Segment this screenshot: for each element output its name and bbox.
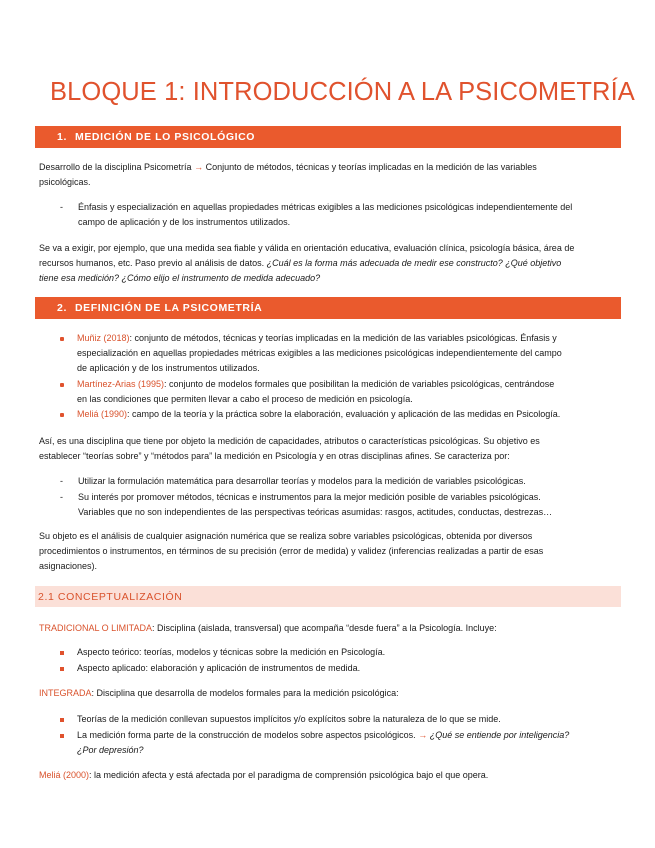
bullet-icon <box>60 337 64 341</box>
bullet-icon <box>60 413 64 417</box>
text: establecer “teorías sobre” y “métodos para” la medición en Psicología y en otras disciplinas afines. Se caracteriza por: <box>39 451 510 461</box>
text: Su interés por promover métodos, técnicas e instrumentos para la mejor medición posible de variables psicológicas. <box>78 492 541 502</box>
text: asignaciones). <box>39 561 98 571</box>
bullet-icon <box>60 667 64 671</box>
italic-question: ¿Cuál es la forma más adecuada de medir ese constructo? ¿Qué objetivo <box>266 258 562 268</box>
list-item <box>78 200 620 230</box>
dash-bullet: - <box>60 476 63 486</box>
text: : la medición afecta y está afectada por el paradigma de comprensión psicológica bajo el que opera. <box>89 770 489 780</box>
list-item <box>77 377 622 407</box>
term-label: INTEGRADA <box>39 688 92 698</box>
dash-bullet: - <box>60 202 63 212</box>
dash-bullet: - <box>60 492 63 502</box>
paragraph <box>39 241 619 286</box>
text: especialización en aquellas propiedades métricas exigibles a las mediciones psicológicas independientemente del campo <box>77 348 562 358</box>
text: Se va a exigir, por ejemplo, que una medida sea fiable y válida en orientación educativa, evaluación clínica, psicología básica, área de <box>39 243 575 253</box>
text: Aspecto teórico: teorías, modelos y técnicas sobre la medición en Psicología. <box>77 647 386 657</box>
paragraph <box>39 621 619 636</box>
text: recursos humanos, etc. Paso previo al análisis de datos. <box>39 258 265 268</box>
paragraph <box>39 434 619 464</box>
italic-question: ¿Qué se entiende por inteligencia? <box>429 730 570 740</box>
section-2-header <box>35 297 621 319</box>
subsection-header <box>35 586 621 607</box>
text: La medición forma parte de la construcción de modelos sobre aspectos psicológicos. <box>77 730 416 740</box>
text: Teorías de la medición conllevan supuestos implícitos y/o explícitos sobre la naturaleza de lo que se mide. <box>77 714 501 724</box>
section-1-header <box>35 126 621 148</box>
list-item <box>78 490 620 520</box>
list-item <box>77 645 622 660</box>
text: : Disciplina (aislada, transversal) que acompaña “desde fuera” a la Psicología. Incluye: <box>152 623 497 633</box>
citation: Meliá (1990) <box>77 409 128 419</box>
citation: Meliá (2000) <box>39 770 90 780</box>
bullet-icon <box>60 651 64 655</box>
text: : campo de la teoría y la práctica sobre la elaboración, evaluación y aplicación de las medidas en Psicología. <box>127 409 561 419</box>
section-title: MEDICIÓN DE LO PSICOLÓGICO <box>74 131 256 143</box>
list-item <box>77 661 622 676</box>
text: psicológicas. <box>39 177 91 187</box>
subsection-title: 2.1 CONCEPTUALIZACIÓN <box>38 590 183 603</box>
text: Desarrollo de la disciplina Psicometría <box>39 162 192 172</box>
bullet-icon <box>60 383 64 387</box>
section-number: 1. <box>57 131 67 143</box>
paragraph <box>39 529 619 574</box>
list-item <box>78 474 620 489</box>
arrow-right-icon: → <box>418 730 428 740</box>
paragraph <box>39 768 619 783</box>
text: : Disciplina que desarrolla de modelos formales para la medición psicológica: <box>91 688 399 698</box>
italic-question: ¿Por depresión? <box>77 745 144 755</box>
list-item <box>77 407 622 422</box>
list-item <box>77 331 622 376</box>
text: : conjunto de métodos, técnicas y teorías implicadas en la medición de las variables psicológicas. Énfasis y <box>129 333 557 343</box>
text: Variables que no son independientes de las perspectivas teóricas asumidas: rasgos, actitudes, conductas, destrezas… <box>78 507 553 517</box>
term-label: TRADICIONAL O LIMITADA <box>39 623 153 633</box>
text: Aspecto aplicado: elaboración y aplicación de instrumentos de medida. <box>77 663 361 673</box>
list-item <box>77 712 622 727</box>
text: campo de aplicación y de los instrumentos utilizados. <box>78 217 291 227</box>
text: Así, es una disciplina que tiene por objeto la medición de capacidades, atributos o características psicológicas. Su objetivo es <box>39 436 540 446</box>
text: en las condiciones que permiten llevar a cabo el proceso de medición en psicología. <box>77 394 413 404</box>
arrow-right-icon: → <box>194 162 204 172</box>
text: de aplicación y de los instrumentos utilizados. <box>77 363 260 373</box>
text: : conjunto de modelos formales que posibilitan la medición de variables psicológicas, centrándose <box>164 379 555 389</box>
section-number: 2. <box>57 302 67 314</box>
bullet-icon <box>60 734 64 738</box>
paragraph <box>39 686 619 701</box>
section-title: DEFINICIÓN DE LA PSICOMETRÍA <box>74 302 263 314</box>
text: Utilizar la formulación matemática para desarrollar teorías y modelos para la medición de variables psicológicas. <box>78 476 526 486</box>
text: Su objeto es el análisis de cualquier asignación numérica que se realiza sobre variables psicológicas, obtenida por diversos <box>39 531 533 541</box>
list-item <box>77 728 622 758</box>
text: procedimientos o instrumentos, en términos de su precisión (error de medida) y validez (inferencias realizadas a partir de esas <box>39 546 544 556</box>
text: Énfasis y especialización en aquellas propiedades métricas exigibles a las mediciones psicológicas independientemente del <box>78 202 573 212</box>
citation: Muñiz (2018) <box>77 333 130 343</box>
bullet-icon <box>60 718 64 722</box>
text: Conjunto de métodos, técnicas y teorías implicadas en la medición de las variables <box>205 162 537 172</box>
italic-question: tiene esa medición? ¿Cómo elijo el instrumento de medida adecuado? <box>39 273 321 283</box>
document-title: BLOQUE 1: INTRODUCCIÓN A LA PSICOMETRÍA <box>50 78 635 106</box>
paragraph <box>39 160 619 190</box>
citation: Martínez-Arias (1995) <box>77 379 165 389</box>
